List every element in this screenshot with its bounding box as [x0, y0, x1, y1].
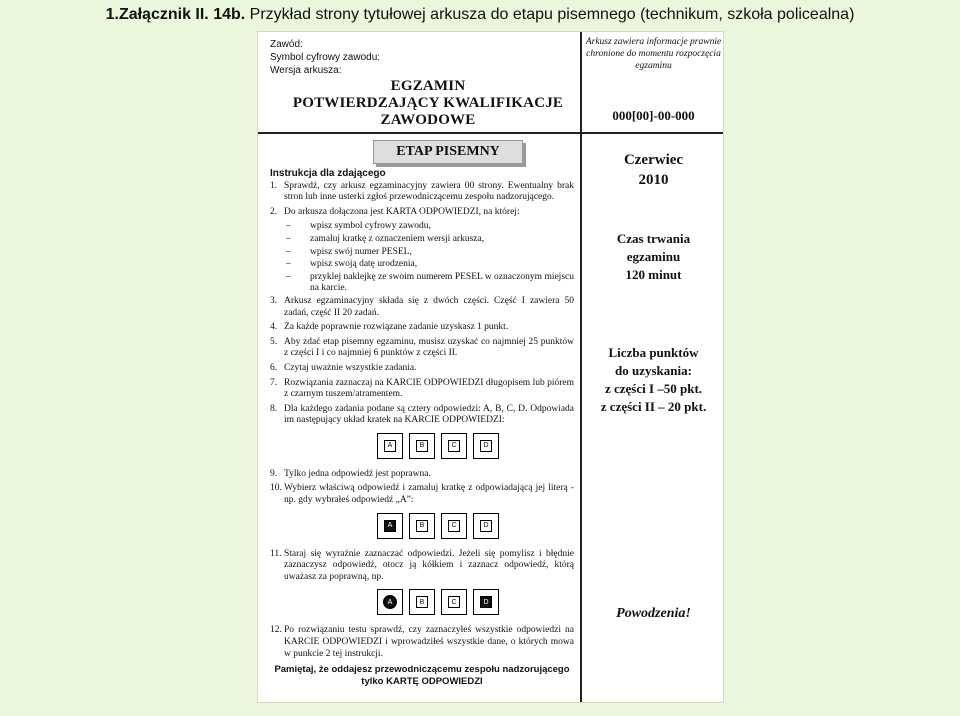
exam-title-line2: POTWIERDZAJĄCY KWALIFIKACJE [292, 95, 564, 111]
points-part2: z części II – 20 pkt. [600, 399, 707, 414]
exam-title-line1: EGZAMIN [390, 78, 466, 94]
answer-box [377, 433, 403, 459]
answer-box-letter: D [480, 520, 492, 532]
answer-box-letter: A [383, 595, 397, 609]
instruction-number: 10. [270, 483, 282, 494]
answer-box-letter: B [416, 440, 428, 452]
instruction-item [270, 404, 574, 427]
instruction-number: 9. [270, 468, 278, 479]
instruction-text: Za każde poprawnie rozwiązane zadanie uzyskasz 1 punkt. [284, 322, 509, 333]
instruction-item [270, 549, 574, 584]
answer-box [377, 513, 403, 539]
answer-box-letter: D [480, 596, 492, 608]
points-label2: do uzyskania: [615, 363, 692, 378]
dash-bullet: – [286, 233, 291, 244]
instruction-item [270, 337, 574, 360]
instruction-text: Po rozwiązaniu testu sprawdź, czy zaznaczyłeś wszystkie odpowiedzi na KARCIE ODPOWIEDZI i wprowadziłeś wszystkie dane, o których mowa w punkcie 2 tej instrukcji. [284, 625, 574, 659]
instruction-number: 5. [270, 336, 278, 347]
instruction-text: Staraj się wyraźnie zaznaczać odpowiedzi. Jeżeli się pomylisz i błędnie zaznaczysz odpowiedź, otocz ją kółkiem i zaznacz odpowiedź, którą uważasz za poprawną, np. [284, 548, 574, 582]
instruction-number: 7. [270, 377, 278, 388]
instruction-text: Arkusz egzaminacyjny składa się z dwóch części. Część I zawiera 50 zadań, część II 20 zadań. [284, 295, 574, 318]
answer-box [409, 513, 435, 539]
answer-box [473, 433, 499, 459]
exam-duration [584, 230, 723, 284]
horizontal-divider [258, 132, 723, 134]
instruction-number: 12. [270, 625, 282, 636]
instruction-text: Rozwiązania zaznaczaj na KARCIE ODPOWIEDZI długopisem lub piórem z czarnym tuszem/atramentem. [284, 377, 574, 400]
instruction-number: 3. [270, 295, 278, 306]
answer-box-letter: C [448, 440, 460, 452]
answer-boxes-example [377, 433, 574, 459]
dash-bullet: – [286, 246, 291, 257]
instruction-text: Dla każdego zadania podane są cztery odpowiedzi: A, B, C, D. Odpowiada im następujący układ kratek na KARCIE ODPOWIEDZI: [284, 403, 574, 426]
answer-box [473, 589, 499, 615]
instruction-text: Aby zdać etap pisemny egzaminu, musisz uzyskać co najmniej 25 punktów z części I i co najmniej 6 punktów z części II. [284, 336, 574, 359]
exam-title-line3: ZAWODOWE [380, 112, 476, 128]
answer-box [441, 589, 467, 615]
final-reminder-line2: tylko KARTĘ ODPOWIEDZI [361, 676, 483, 688]
instruction-item [270, 296, 574, 319]
instruction-number: 2. [270, 206, 278, 217]
subitem-text: wpisz swoją datę urodzenia, [310, 259, 418, 270]
answer-box [441, 433, 467, 459]
dash-bullet: – [286, 221, 291, 232]
subitem-text: przyklej naklejkę ze swoim numerem PESEL w oznaczonym miejscu na karcie. [310, 271, 574, 294]
points-label1: Liczba punktów [608, 345, 699, 360]
subitem-text: wpisz swój numer PESEL, [310, 246, 412, 257]
instruction-subitem [286, 272, 574, 295]
instructions [270, 168, 574, 688]
instruction-subitem [286, 234, 574, 246]
instruction-item [270, 363, 574, 375]
instruction-subitem [286, 259, 574, 271]
good-luck: Powodzenia! [616, 606, 691, 621]
instructions-heading: Instrukcja dla zdającego [270, 168, 386, 179]
etap-pisemny-banner: ETAP PISEMNY [373, 140, 523, 164]
instruction-number: 1. [270, 180, 278, 191]
answer-box-letter: A [384, 520, 396, 532]
instruction-item [270, 469, 574, 481]
instruction-item [270, 181, 574, 204]
answer-box-letter: B [416, 596, 428, 608]
answer-box-letter: D [480, 440, 492, 452]
dash-bullet: – [286, 271, 291, 282]
exam-year: 2010 [638, 172, 669, 188]
caption-text: Przykład strony tytułowej arkusza do etapu pisemnego (technikum, szkoła policealna) [245, 6, 855, 23]
answer-box [409, 433, 435, 459]
exam-month: Czerwiec [623, 152, 684, 168]
instruction-number: 8. [270, 403, 278, 414]
answer-boxes-corrected-example [377, 589, 574, 615]
exam-code: 000[00]-00-000 [612, 108, 695, 123]
duration-value: 120 minut [625, 267, 682, 282]
instruction-text: Wybierz właściwą odpowiedź i zamaluj kratkę z odpowiadającą jej literą - np. gdy wybrałeś odpowiedź „A”: [284, 483, 574, 506]
symbol-label: Symbol cyfrowy zawodu: [270, 52, 381, 63]
answer-box [409, 589, 435, 615]
instruction-item [270, 207, 574, 219]
subitem-text: zamaluj kratkę z oznaczeniem wersji arkusza, [310, 233, 485, 244]
instruction-subitem [286, 221, 574, 233]
instruction-text: Tylko jedna odpowiedź jest poprawna. [284, 468, 431, 479]
instruction-item [270, 378, 574, 401]
instruction-number: 11. [270, 548, 282, 559]
instruction-item [270, 483, 574, 506]
answer-box [473, 513, 499, 539]
answer-box-letter: A [384, 440, 396, 452]
legal-notice: Arkusz zawiera informacje prawnie chronione do momentu rozpoczęcia egzaminu [585, 37, 722, 71]
caption-bold: 1.Załącznik II. 14b. [105, 6, 246, 23]
duration-label2: egzaminu [626, 249, 681, 264]
duration-label1: Czas trwania [616, 231, 691, 246]
instruction-subitem [286, 247, 574, 259]
answer-box-letter: C [448, 520, 460, 532]
instruction-number: 6. [270, 362, 278, 373]
answer-boxes-filled-example [377, 513, 574, 539]
answer-box-letter: C [448, 596, 460, 608]
instruction-text: Czytaj uważnie wszystkie zadania. [284, 362, 417, 373]
exam-title [278, 78, 578, 129]
final-reminder-line1: Pamiętaj, że oddajesz przewodniczącemu zespołu nadzorującego [274, 664, 570, 676]
instruction-number: 4. [270, 322, 278, 333]
final-reminder [270, 664, 574, 688]
answer-box-letter: B [416, 520, 428, 532]
instruction-text: Do arkusza dołączona jest KARTA ODPOWIEDZI, na której: [284, 206, 520, 217]
answer-box [377, 589, 403, 615]
title-page-sheet [258, 32, 723, 702]
wersja-label: Wersja arkusza: [270, 65, 342, 76]
zawod-label: Zawód: [270, 39, 303, 50]
instruction-item [270, 625, 574, 660]
max-points [584, 344, 723, 416]
answer-box [441, 513, 467, 539]
vertical-divider [580, 32, 582, 702]
instruction-text: Sprawdź, czy arkusz egzaminacyjny zawiera 00 strony. Ewentualny brak stron lub inne usterki zgłoś przewodniczącemu zespołu nadzorującego. [284, 180, 574, 203]
header-fields [270, 38, 380, 77]
page-caption [0, 6, 960, 24]
instruction-item [270, 322, 574, 334]
subitem-text: wpisz symbol cyfrowy zawodu, [310, 221, 431, 232]
points-part1: z części I –50 pkt. [604, 381, 703, 396]
dash-bullet: – [286, 259, 291, 270]
exam-date [584, 150, 723, 190]
